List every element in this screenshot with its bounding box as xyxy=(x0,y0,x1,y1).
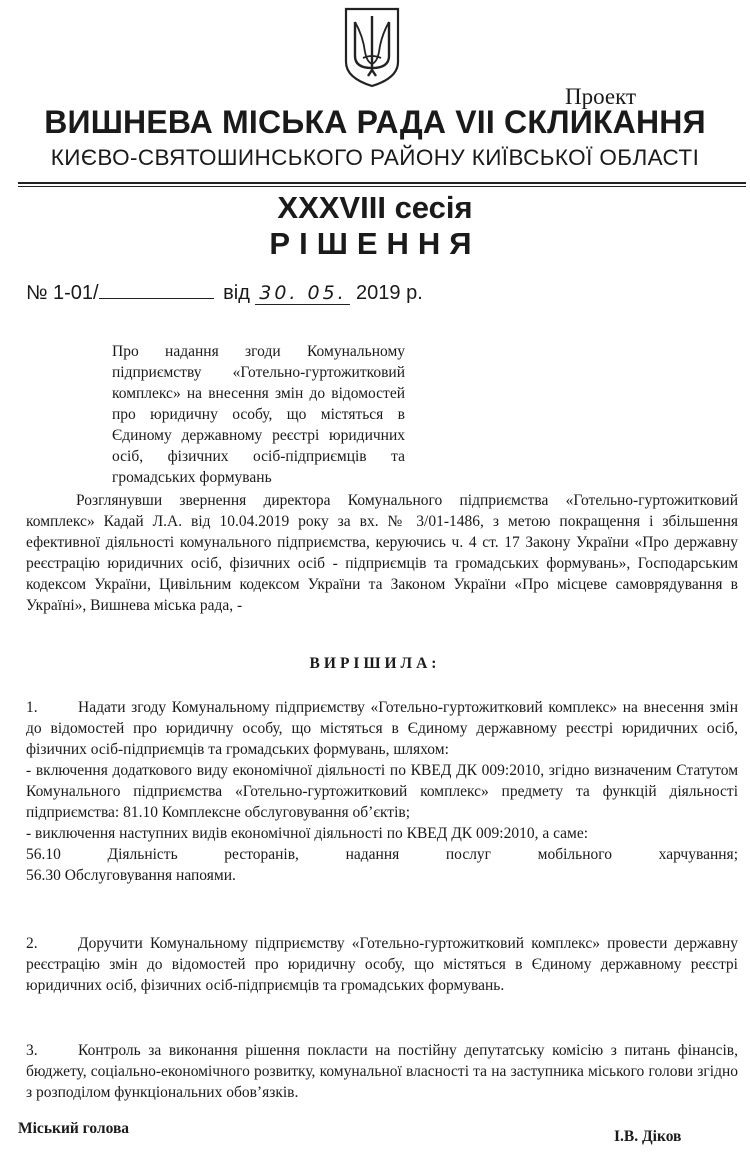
activity-line: 56.30 Обслуговування напоями. xyxy=(26,867,236,884)
point-2 xyxy=(26,933,738,996)
resolved-heading: ВИРІШИЛА: xyxy=(309,655,441,672)
preamble-paragraph: Розглянувши звернення директора Комунального підприємства «Готельно-гуртожитковий комплекс» Кадай Л.А. від 10.04.2019 року за вх. № 3/01-1486, з метою покращення і збільшення ефективної діяльності комунального підприємства, керуючись ч. 4 ст. 17 Закону України «Про державну реєстрацію юридичних осіб, фізичних осіб - підприємців та громадських формувань», Господарським кодексом України, Цивільним кодексом України та Законом України «Про місцеве самоврядування в Україні», Вишнева міська рада, - xyxy=(26,492,738,614)
council-name: ВИШНЕВА МІСЬКА РАДА VII СКЛИКАННЯ xyxy=(44,104,706,140)
activity-line: 56.10 Діяльність ресторанів, надання послуг мобільного харчування; xyxy=(26,846,738,863)
point-1 xyxy=(26,697,738,886)
point-text: Надати згоду Комунальному підприємству «Готельно-гуртожитковий комплекс» на внесення змін до відомостей про юридичну особу, що містяться в Єдиному державному реєстрі юридичних осіб, фізичних осіб-підприємців та громадських формувань, шляхом: xyxy=(26,699,738,758)
project-label: Проект xyxy=(565,84,637,109)
session-title: XXXVIII сесія xyxy=(277,190,473,225)
point-number: 1. xyxy=(26,699,38,716)
point-number: 2. xyxy=(26,935,38,952)
from-label: від xyxy=(223,282,250,304)
number-prefix: № 1-01/ xyxy=(26,282,99,304)
decision-number-line xyxy=(26,282,423,305)
signature-title: Міський голова xyxy=(18,1120,130,1137)
point-text: Доручити Комунальному підприємству «Готельно-гуртожитковий комплекс» провести державну реєстрацію змін до відомостей про юридичну особу, що містяться в Єдиному державному реєстрі юридичних осіб, фізичних осіб-підприємців та громадських формувань. xyxy=(26,935,738,994)
district-name: КИЄВО-СВЯТОШИНСЬКОГО РАЙОНУ КИЇВСЬКОЇ ОБЛАСТІ xyxy=(50,145,700,170)
header-divider-thin xyxy=(18,186,746,187)
coat-of-arms-emblem xyxy=(343,6,401,88)
point-bullet: - виключення наступних видів економічної діяльності по КВЕД ДК 009:2010, а саме: xyxy=(26,825,589,842)
point-3 xyxy=(26,1040,738,1103)
decision-subject: Про надання згоди Комунальному підприємству «Готельно-гуртожитковий комплекс» на внесення змін до відомостей про юридичну особу, що містяться в Єдиному державному реєстрі юридичних осіб, фізичних осіб-підприємців та громадських формувань xyxy=(112,343,405,486)
signature-name: І.В. Діков xyxy=(614,1128,682,1145)
point-bullet: - включення додаткового виду економічної діяльності по КВЕД ДК 009:2010, згідно визначеним Статутом Комунального підприємства «Готельно-гуртожитковий комплекс» предмету та функцій діяльності підприємства: 81.10 Комплексне обслуговування об’єктів; xyxy=(26,762,738,821)
handwritten-date: 30. 05. xyxy=(255,282,350,305)
point-text: Контроль за виконання рішення покласти на постійну депутатську комісію з питань фінансів, бюджету, соціально-економічного розвитку, комунальної власності та на заступника міського голови згідно з розподілом функціональних обов’язків. xyxy=(26,1042,738,1101)
year: 2019 р. xyxy=(356,282,423,304)
header-divider xyxy=(18,182,746,184)
document-type: РІШЕННЯ xyxy=(269,226,481,261)
point-number: 3. xyxy=(26,1042,38,1059)
number-blank xyxy=(99,282,214,299)
